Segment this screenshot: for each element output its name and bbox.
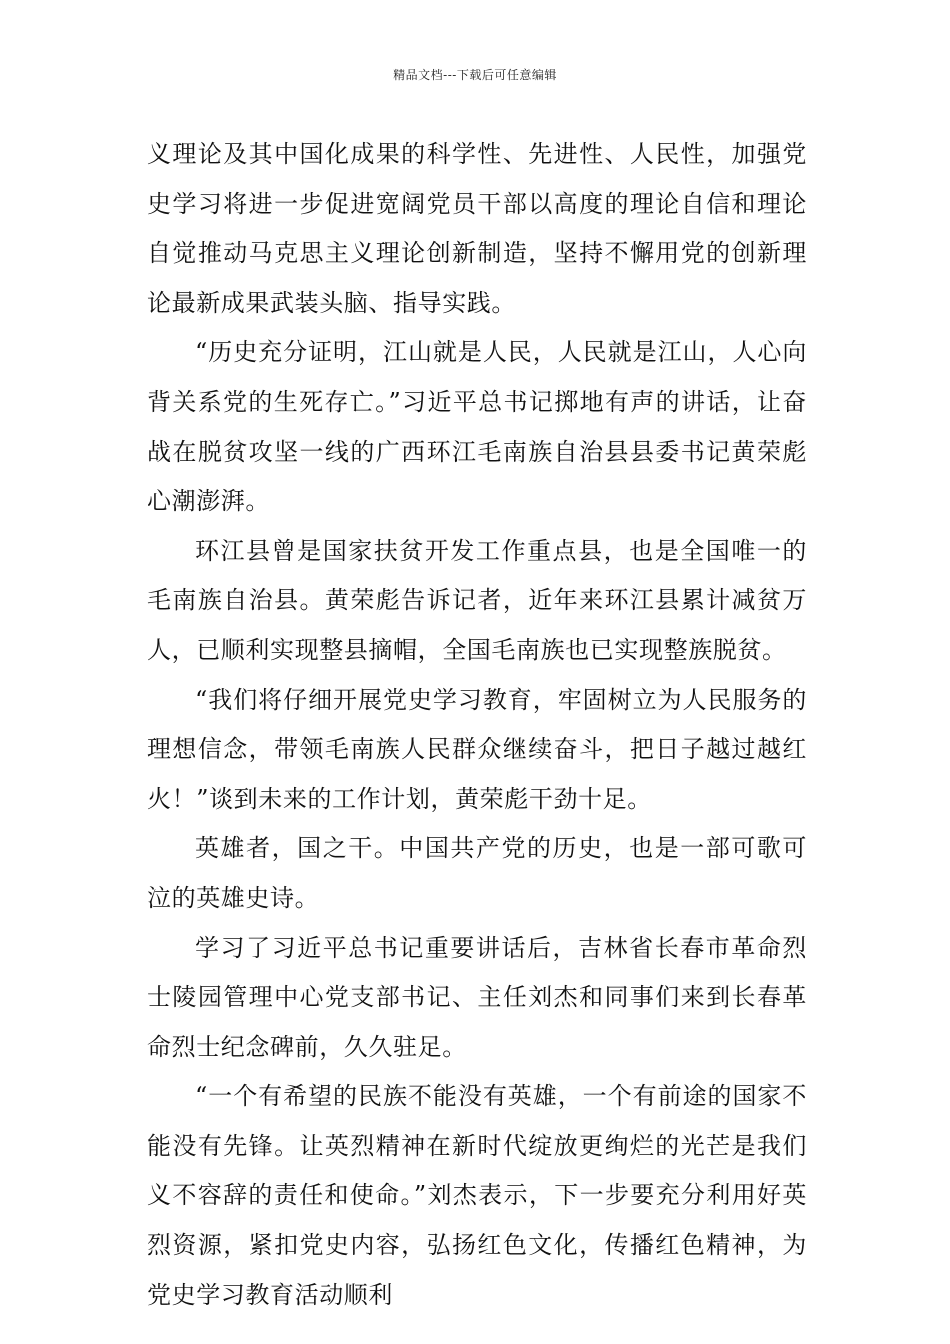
- document-body: [147, 130, 807, 1320]
- paragraph: 学习了习近平总书记重要讲话后，吉林省长春市革命烈士陵园管理中心党支部书记、主任刘杰和同事们来到长春革命烈士纪念碑前，久久驻足。: [147, 933, 807, 1061]
- paragraph: 环江县曾是国家扶贫开发工作重点县，也是全国唯一的毛南族自治县。黄荣彪告诉记者，近年来环江县累计减贫万人，已顺利实现整县摘帽，全国毛南族也已实现整族脱贫。: [147, 536, 807, 664]
- page-header: 精品文档---下载后可任意编辑: [393, 68, 557, 82]
- paragraph: 义理论及其中国化成果的科学性、先进性、人民性，加强党史学习将进一步促进宽阔党员干部以高度的理论自信和理论自觉推动马克思主义理论创新制造，坚持不懈用党的创新理论最新成果武装头脑、指导实践。: [147, 140, 807, 317]
- paragraph: “我们将仔细开展党史学习教育，牢固树立为人民服务的理想信念，带领毛南族人民群众继续奋斗，把日子越过越红火！”谈到未来的工作计划，黄荣彪干劲十足。: [147, 685, 807, 813]
- paragraph: “历史充分证明，江山就是人民，人民就是江山，人心向背关系党的生死存亡。”习近平总书记掷地有声的讲话，让奋战在脱贫攻坚一线的广西环江毛南族自治县县委书记黄荣彪心潮澎湃。: [147, 338, 807, 516]
- paragraph: “一个有希望的民族不能没有英雄，一个有前途的国家不能没有先锋。让英烈精神在新时代绽放更绚烂的光芒是我们义不容辞的责任和使命。”刘杰表示，下一步要充分利用好英烈资源，紧扣党史内容，弘扬红色文化，传播红色精神，为党史学习教育活动顺利: [147, 1082, 807, 1309]
- paragraph: 英雄者，国之干。中国共产党的历史，也是一部可歌可泣的英雄史诗。: [147, 834, 807, 912]
